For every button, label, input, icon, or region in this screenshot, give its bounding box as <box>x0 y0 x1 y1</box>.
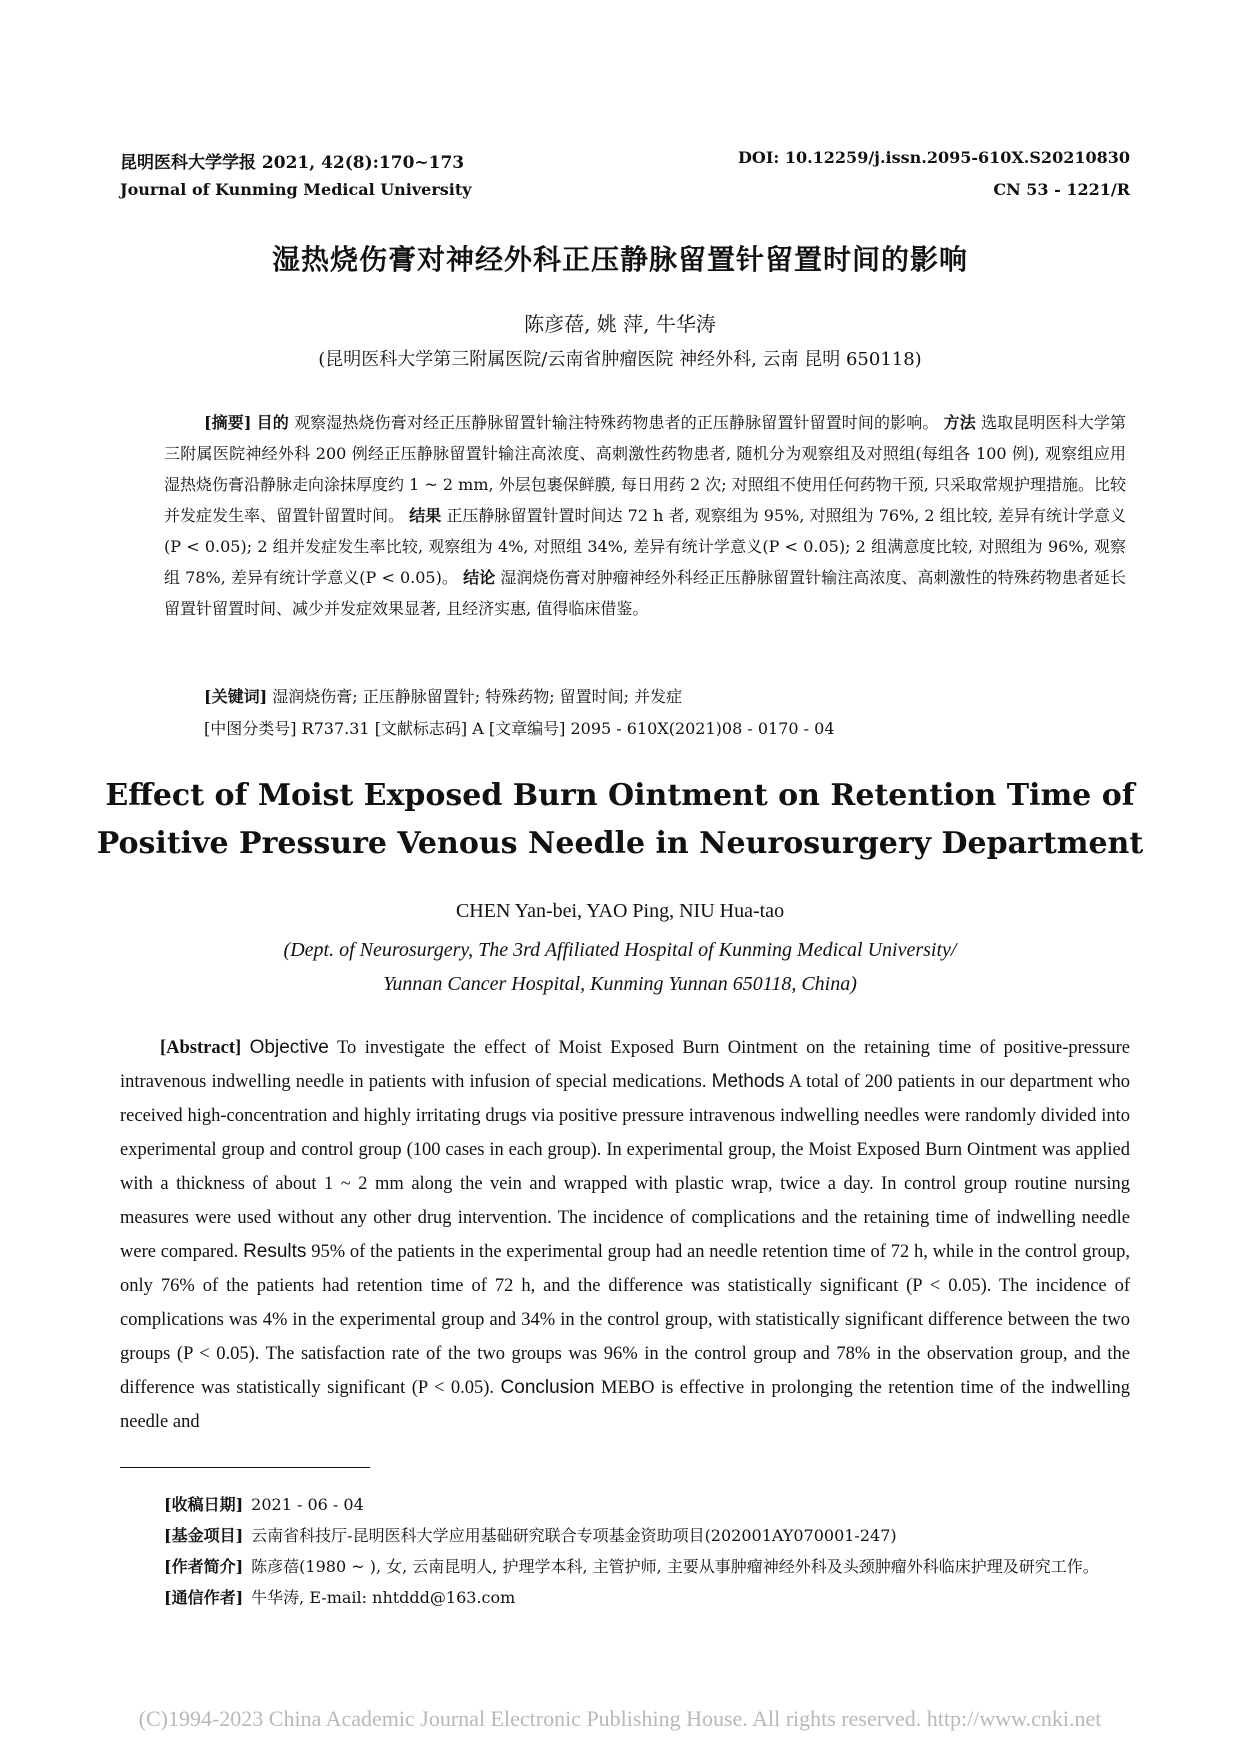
title-en-line2: Positive Pressure Venous Needle in Neurosurgery Department <box>96 826 1144 861</box>
doi: DOI: 10.12259/j.issn.2095-610X.S20210830 <box>738 148 1130 167</box>
keywords-cn <box>204 684 682 707</box>
footnote-divider <box>120 1467 370 1468</box>
journal-name-en: Journal of Kunming Medical University <box>120 180 472 199</box>
methods-text-en: A total of 200 patients in our department who received high-concentration and highly irritating drugs via positive pressure intravenous indwelling needles were randomly divided into experimental group and control group (100 cases in each group). In experimental group, the Moist Exposed Burn Ointment was applied with a thickness of about 1 ~ 2 mm along the vein and wrapped with plastic wrap, twice a day. In control group routine nursing measures were used without any other drug intervention. The incidence of complications and the retaining time of indwelling needle were compared. <box>120 1072 1131 1262</box>
objective-text-cn: 观察湿热烧伤膏对经正压静脉留置针输注特殊药物患者的正压静脉留置针留置时间的影响。 <box>294 413 939 432</box>
footnote-funding <box>164 1520 1134 1551</box>
cn-number: CN 53 - 1221/R <box>993 180 1130 199</box>
methods-label-en: Methods <box>711 1071 785 1092</box>
copyright-watermark: (C)1994-2023 China Academic Journal Electronic Publishing House. All rights reserved. http://www.cnki.net <box>138 1706 1102 1731</box>
keywords-text-cn: 湿润烧伤膏; 正压静脉留置针; 特殊药物; 留置时间; 并发症 <box>272 687 683 706</box>
classification-cn: [中图分类号] R737.31 [文献标志码] A [文章编号] 2095 - 610X(2021)08 - 0170 - 04 <box>204 719 835 738</box>
methods-text-cn: 选取昆明医科大学第三附属医院神经外科 200 例经正压静脉留置针输注高浓度、高刺激性药物患者, 随机分为观察组及对照组(每组各 100 例), 观察组应用湿热烧伤膏沿静脉走向涂抹厚度约 1 ~ 2 mm, 外层包裹保鲜膜, 每日用药 2 次; 对照组不使用任何药物干预, 只采取常规护理措施。比较并发症发生率、留置针留置时间。 <box>164 413 1126 525</box>
footnotes <box>164 1489 1134 1613</box>
conclusion-label-cn: 结论 <box>463 568 496 587</box>
footnote-text: 云南省科技厅-昆明医科大学应用基础研究联合专项基金资助项目(202001AY070001-247) <box>251 1526 897 1545</box>
objective-text-en: To investigate the effect of Moist Exposed Burn Ointment on the retaining time of positive-pressure intravenous indwelling needle in patients with infusion of special medications. <box>120 1038 1130 1092</box>
conclusion-text-cn: 湿润烧伤膏对肿瘤神经外科经正压静脉留置针输注高浓度、高刺激性的特殊药物患者延长留置针留置时间、减少并发症效果显著, 且经济实惠, 值得临床借鉴。 <box>164 568 1126 618</box>
footnote-text: 2021 - 06 - 04 <box>251 1495 364 1514</box>
footnote-author-bio <box>164 1551 1134 1582</box>
abstract-label-cn: [摘要] <box>204 413 252 432</box>
results-text-cn: 正压静脉留置针置时间达 72 h 者, 观察组为 95%, 对照组为 76%, 2 组比较, 差异有统计学意义(P < 0.05); 2 组并发症发生率比较, 观察组为 4%, 对照组 34%, 差异有统计学意义(P < 0.05); 2 组满意度比较, 对照组为 96%, 观察组 78%, 差异有统计学意义(P < 0.05)。 <box>164 506 1126 587</box>
footnote-label: [作者简介] <box>164 1557 244 1576</box>
objective-label-cn: 目的 <box>256 413 289 432</box>
journal-name-cn: 昆明医科大学学报 2021, 42(8):170~173 <box>120 153 465 173</box>
results-label-en: Results <box>243 1241 307 1262</box>
article-title-cn: 湿热烧伤膏对神经外科正压静脉留置针留置时间的影响 <box>271 243 968 276</box>
abstract-cn <box>164 407 1126 624</box>
footnote-label: [收稿日期] <box>164 1495 244 1514</box>
authors-en: CHEN Yan-bei, YAO Ping, NIU Hua-tao <box>455 900 785 922</box>
footnote-corresponding <box>164 1582 1134 1613</box>
results-text-en: 95% of the patients in the experimental group had an needle retention time of 72 h, while in the control group, only 76% of the patients had retention time of 72 h, and the difference was statistically significant (P < 0.05). The incidence of complications was 4% in the experimental group and 34% in the control group, with statistically significant difference between the two groups (P < 0.05). The satisfaction rate of the two groups was 96% in the control group and 78% in the observation group, and the difference was statistically significant (P < 0.05). <box>120 1242 1131 1398</box>
footnote-text: 牛华涛, E-mail: nhtddd@163.com <box>251 1588 516 1607</box>
footnote-received <box>164 1489 1134 1520</box>
title-en-line1: Effect of Moist Exposed Burn Ointment on Retention Time of <box>105 778 1135 813</box>
abstract-label-en: [Abstract] <box>160 1038 242 1058</box>
abstract-en <box>120 1031 1130 1439</box>
authors-cn: 陈彦蓓, 姚 萍, 牛华涛 <box>524 312 716 336</box>
results-label-cn: 结果 <box>409 506 442 525</box>
objective-label-en: Objective <box>249 1037 329 1058</box>
affiliation-en-line2: Yunnan Cancer Hospital, Kunming Yunnan 650118, China) <box>383 973 857 995</box>
methods-label-cn: 方法 <box>943 413 976 432</box>
conclusion-text-en: MEBO is effective in prolonging the retention time of the indwelling needle and <box>120 1378 1131 1432</box>
article-title-en <box>0 772 1240 868</box>
footnote-text: 陈彦蓓(1980 ~ ), 女, 云南昆明人, 护理学本科, 主管护师, 主要从事肿瘤神经外科及头颈肿瘤外科临床护理及研究工作。 <box>251 1557 1099 1576</box>
conclusion-label-en: Conclusion <box>500 1377 595 1398</box>
affiliation-cn: (昆明医科大学第三附属医院/云南省肿瘤医院 神经外科, 云南 昆明 650118) <box>318 349 922 370</box>
footnote-label: [通信作者] <box>164 1588 244 1607</box>
affiliation-en <box>0 933 1240 1001</box>
keywords-label-cn: [关键词] <box>204 687 268 706</box>
footnote-label: [基金项目] <box>164 1526 244 1545</box>
affiliation-en-line1: (Dept. of Neurosurgery, The 3rd Affiliated Hospital of Kunming Medical University/ <box>283 939 957 961</box>
